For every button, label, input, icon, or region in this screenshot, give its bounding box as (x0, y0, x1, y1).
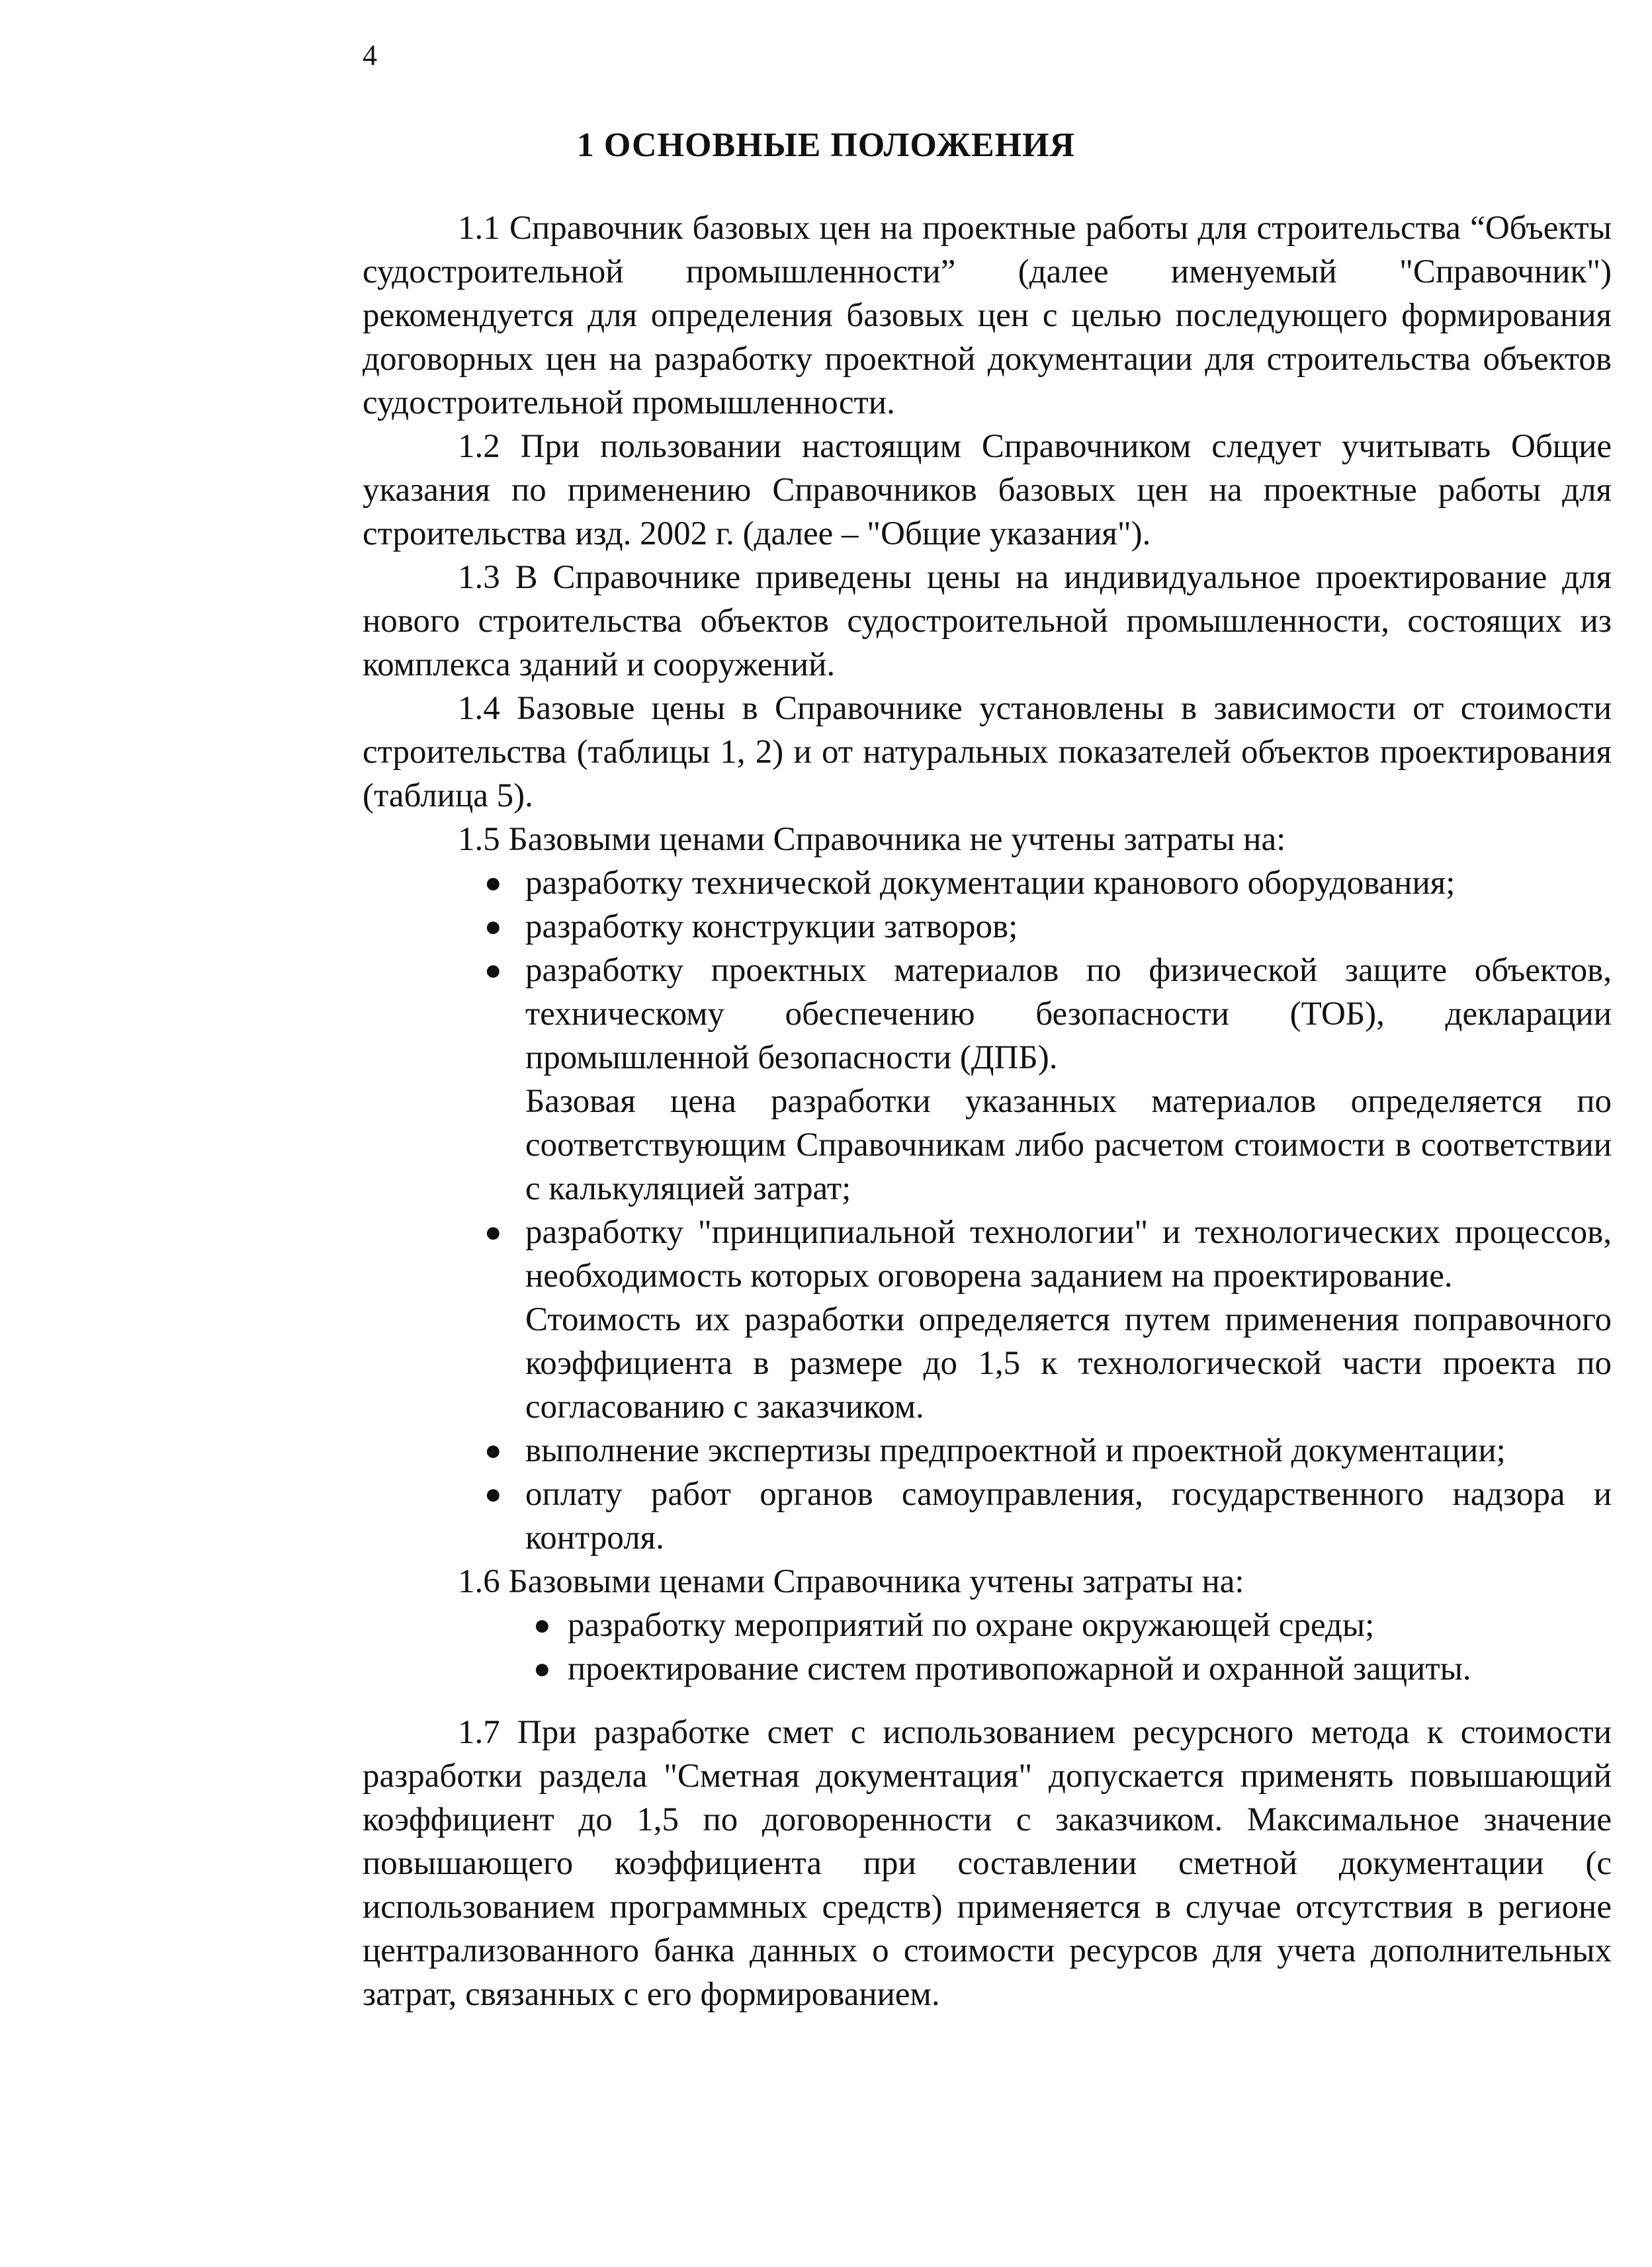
paragraph-1-5: 1.5 Базовыми ценами Справочника не учтены затраты на: (458, 821, 1286, 858)
paragraph-1-3: 1.3 В Справочнике приведены цены на индивидуальное проектирование для нового строительства объектов судостроительной промышленности, состоящих из комплекса зданий и сооружений. (363, 559, 1612, 683)
list-item-text: проектирование систем противопожарной и охранной защиты. (568, 1650, 1471, 1688)
spacer (363, 1691, 1612, 1711)
bullet-icon: ● (484, 910, 502, 943)
list-item-note: Стоимость их разработки определяется путем применения поправочного коэффициента в размере до 1,5 к технологической части проекта по согласованию с заказчиком. (525, 1301, 1612, 1426)
list-item-text: разработку "принципиальной технологии" и технологических процессов, необходимость которых оговорена заданием на проектирование. (525, 1214, 1612, 1295)
paragraph-1-2: 1.2 При пользовании настоящим Справочником следует учитывать Общие указания по применению Справочников базовых цен на проектные работы для строительства изд. 2002 г. (далее – "Общие указания"). (363, 428, 1612, 552)
paragraph-1-7: 1.7 При разработке смет с использованием ресурсного метода к стоимости разработки раздела "Сметная документация" допускается применять повышающий коэффициент до 1,5 по договоренности с заказчиком. Максимальное значение повышающего коэффициента при составлении сметной документации (с использованием программных средств) применяется в случае отсутствия в регионе централизованного банка данных о стоимости ресурсов для учета дополнительных затрат, связанных с его формированием. (363, 1714, 1612, 2013)
included-costs-list (363, 1604, 1612, 1691)
body-text (363, 206, 1612, 2016)
list-item-text: разработку конструкции затворов; (525, 908, 1018, 945)
list-item-text: оплату работ органов самоуправления, государственного надзора и контроля. (525, 1476, 1612, 1557)
list-item-text: выполнение экспертизы предпроектной и проектной документации; (525, 1432, 1506, 1469)
section-heading: 1 ОСНОВНЫЕ ПОЛОЖЕНИЯ (576, 126, 1076, 164)
bullet-icon: ● (533, 1609, 551, 1641)
list-item-text: разработку проектных материалов по физической защите объектов, техническому обеспечению безопасности (ТОБ), декларации промышленной безопасности (ДПБ). (525, 952, 1612, 1076)
list-item (484, 861, 1612, 905)
list-item-text: разработку технической документации кранового оборудования; (525, 865, 1456, 902)
paragraph-1-6: 1.6 Базовыми ценами Справочника учтены затраты на: (458, 1563, 1244, 1600)
list-item (484, 1429, 1612, 1473)
paragraph-1-1: 1.1 Справочник базовых цен на проектные работы для строительства “Объекты судостроительной промышленности” (далее именуемый "Справочник") рекомендуется для определения базовых цен с целью последующего формирования договорных цен на разработку проектной документации для строительства объектов судостроительной промышленности. (363, 210, 1612, 421)
list-item-text: разработку мероприятий по охране окружающей среды; (568, 1607, 1375, 1644)
page-number: 4 (363, 39, 377, 71)
paragraph-1-4: 1.4 Базовые цены в Справочнике установлены в зависимости от стоимости строительства (таблицы 1, 2) и от натуральных показателей объектов проектирования (таблица 5). (363, 690, 1612, 814)
list-item (484, 949, 1612, 1211)
bullet-icon: ● (484, 1478, 502, 1510)
bullet-icon: ● (533, 1652, 551, 1685)
list-item (484, 1211, 1612, 1429)
list-item (533, 1647, 1612, 1691)
bullet-icon: ● (484, 954, 502, 986)
bullet-icon: ● (484, 1216, 502, 1248)
list-item (484, 905, 1612, 949)
list-item (484, 1473, 1612, 1560)
bullet-icon: ● (484, 867, 502, 899)
list-item-note: Базовая цена разработки указанных материалов определяется по соответствующим Справочникам либо расчетом стоимости в соответствии с калькуляцией затрат; (525, 1083, 1612, 1207)
excluded-costs-list (363, 861, 1612, 1560)
list-item (533, 1604, 1612, 1647)
bullet-icon: ● (484, 1434, 502, 1467)
